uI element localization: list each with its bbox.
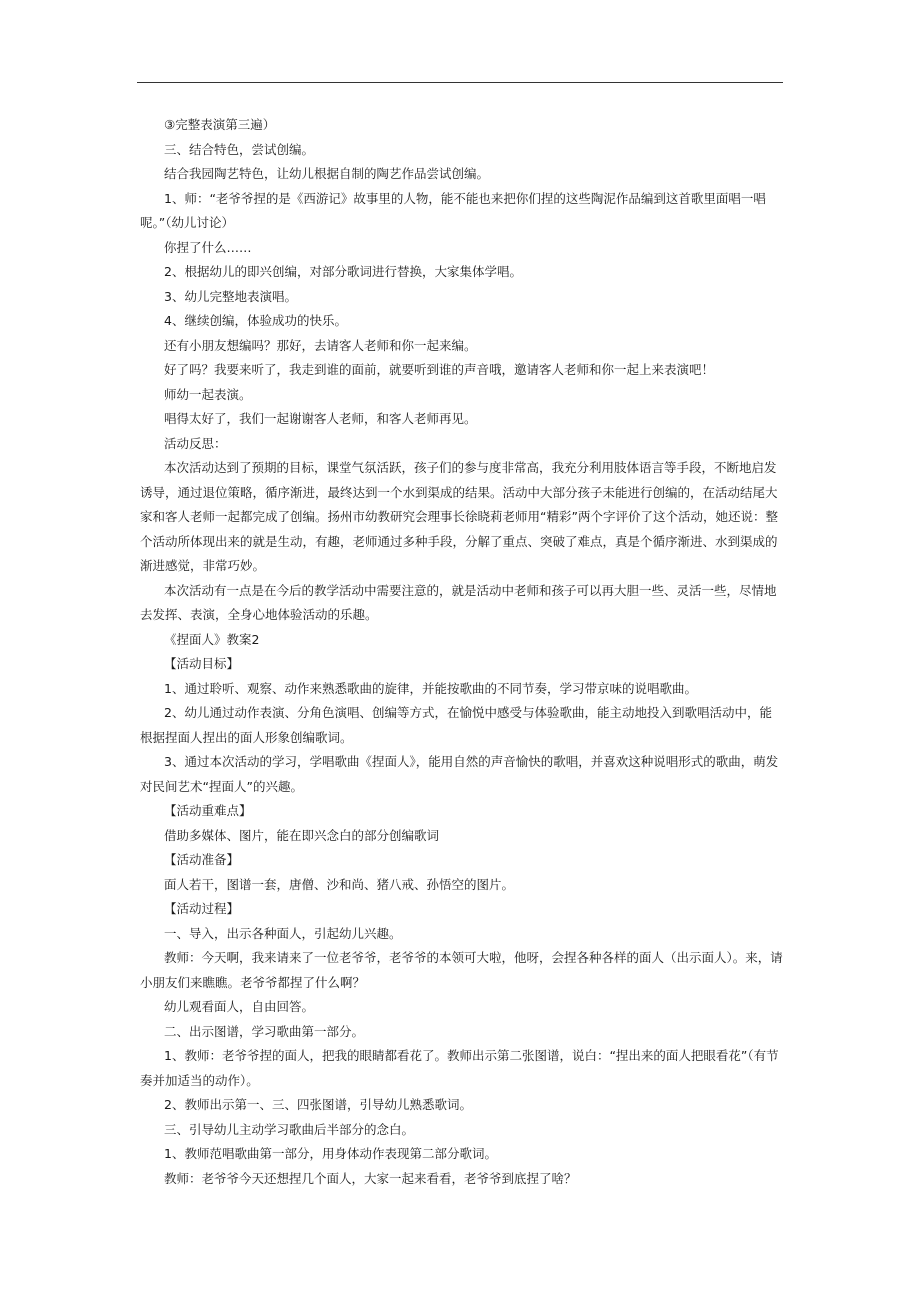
paragraph: 2、根据幼儿的即兴创编，对部分歌词进行替换，大家集体学唱。: [164, 264, 522, 279]
paragraph: 1、师：“老爷爷捏的是《西游记》故事里的人物，能不能也来把你们捏的这些陶泥作品编到这首歌里面唱一唱呢。”（幼儿讨论）: [140, 190, 766, 230]
paragraph: 一、导入，出示各种面人，引起幼儿兴趣。: [164, 925, 402, 941]
paragraph: 三、引导幼儿主动学习歌曲后半部分的念白。: [164, 1121, 415, 1137]
paragraph: 二、出示图谱，学习歌曲第一部分。: [164, 1023, 365, 1039]
paragraph: 还有小朋友想编吗？那好，去请客人老师和你一起来编。: [164, 337, 477, 353]
paragraph: 幼儿观看面人，自由回答。: [164, 999, 315, 1014]
paragraph: 3、通过本次活动的学习，学唱歌曲《捏面人》，能用自然的声音愉快的歌唱，并喜欢这种说唱形式的歌曲，萌发对民间艺术“捏面人”的兴趣。: [140, 754, 779, 794]
paragraph: 1、教师范唱歌曲第一部分，用身体动作表现第二部分歌词。: [164, 1146, 497, 1161]
paragraph: 唱得太好了，我们一起谢谢客人老师，和客人老师再见。: [164, 411, 477, 426]
paragraph: 教师：老爷爷今天还想捏几个面人，大家一起来看看，老爷爷到底捏了啥？: [164, 1170, 577, 1186]
paragraph: 1、教师：老爷爷捏的面人，把我的眼睛都看花了。教师出示第二张图谱，说白：“捏出来的面人把眼看花”（有节奏并加适当的动作）。: [140, 1048, 779, 1088]
paragraph: 1、通过聆听、观察、动作来熟悉歌曲的旋律，并能按歌曲的不同节奏，学习带京味的说唱歌曲。: [164, 680, 697, 696]
document-body: [140, 113, 783, 1191]
paragraph: 3、幼儿完整地表演唱。: [164, 288, 297, 304]
paragraph: 借助多媒体、图片，能在即兴念白的部分创编歌词: [164, 827, 440, 843]
paragraph: 4、继续创编，体验成功的快乐。: [164, 313, 347, 328]
section-heading: 【活动准备】: [164, 852, 240, 867]
paragraph: 结合我园陶艺特色，让幼儿根据自制的陶艺作品尝试创编。: [164, 166, 490, 181]
section-heading: 【活动重难点】: [164, 803, 252, 818]
section-heading: 【活动过程】: [164, 901, 240, 916]
section-heading: 【活动目标】: [164, 656, 240, 671]
paragraph: 你捏了什么……: [164, 239, 252, 255]
paragraph: 2、教师出示第一、三、四张图谱，引导幼儿熟悉歌词。: [164, 1097, 472, 1112]
paragraph: 2、幼儿通过动作表演、分角色演唱、创编等方式，在愉悦中感受与体验歌曲，能主动地投入到歌唱活动中，能根据捏面人捏出的面人形象创编歌词。: [140, 705, 772, 745]
lesson-title: 《捏面人》教案2: [164, 631, 260, 647]
paragraph: 三、结合特色，尝试创编。: [164, 141, 315, 157]
paragraph: 好了吗？我要来听了，我走到谁的面前，就要听到谁的声音哦，邀请客人老师和你一起上来表演吧！: [164, 362, 715, 377]
section-heading: 活动反思：: [164, 435, 227, 451]
paragraph: 师幼一起表演。: [164, 386, 252, 402]
paragraph: 本次活动有一点是在今后的教学活动中需要注意的，就是活动中老师和孩子可以再大胆一些、灵活一些，尽情地去发挥、表演，全身心地体验活动的乐趣。: [140, 582, 777, 622]
paragraph: ③完整表演第三遍）: [164, 117, 276, 132]
paragraph: 面人若干，图谱一套，唐僧、沙和尚、猪八戒、孙悟空的图片。: [164, 876, 515, 892]
paragraph: 教师：今天啊，我来请来了一位老爷爷，老爷爷的本领可大啦，他呀，会捏各种各样的面人（出示面人）。来，请小朋友们来瞧瞧。老爷爷都捏了什么啊？: [140, 950, 783, 990]
paragraph: 本次活动达到了预期的目标，课堂气氛活跃，孩子们的参与度非常高，我充分利用肢体语言等手段，不断地启发诱导，通过退位策略，循序渐进，最终达到一个水到渠成的结果。活动中大部分孩子未能进行创编的，在活动结尾大家和客人老师一起都完成了创编。扬州市幼教研究会理事长徐晓莉老师用“精彩”两个字评价了这个活动，她还说：整个活动所体现出来的就是生动，有趣，老师通过多种手段，分解了重点、突破了难点，真是个循序渐进、水到渠成的渐进感觉，非常巧妙。: [140, 460, 778, 573]
header-rule: [137, 82, 783, 83]
